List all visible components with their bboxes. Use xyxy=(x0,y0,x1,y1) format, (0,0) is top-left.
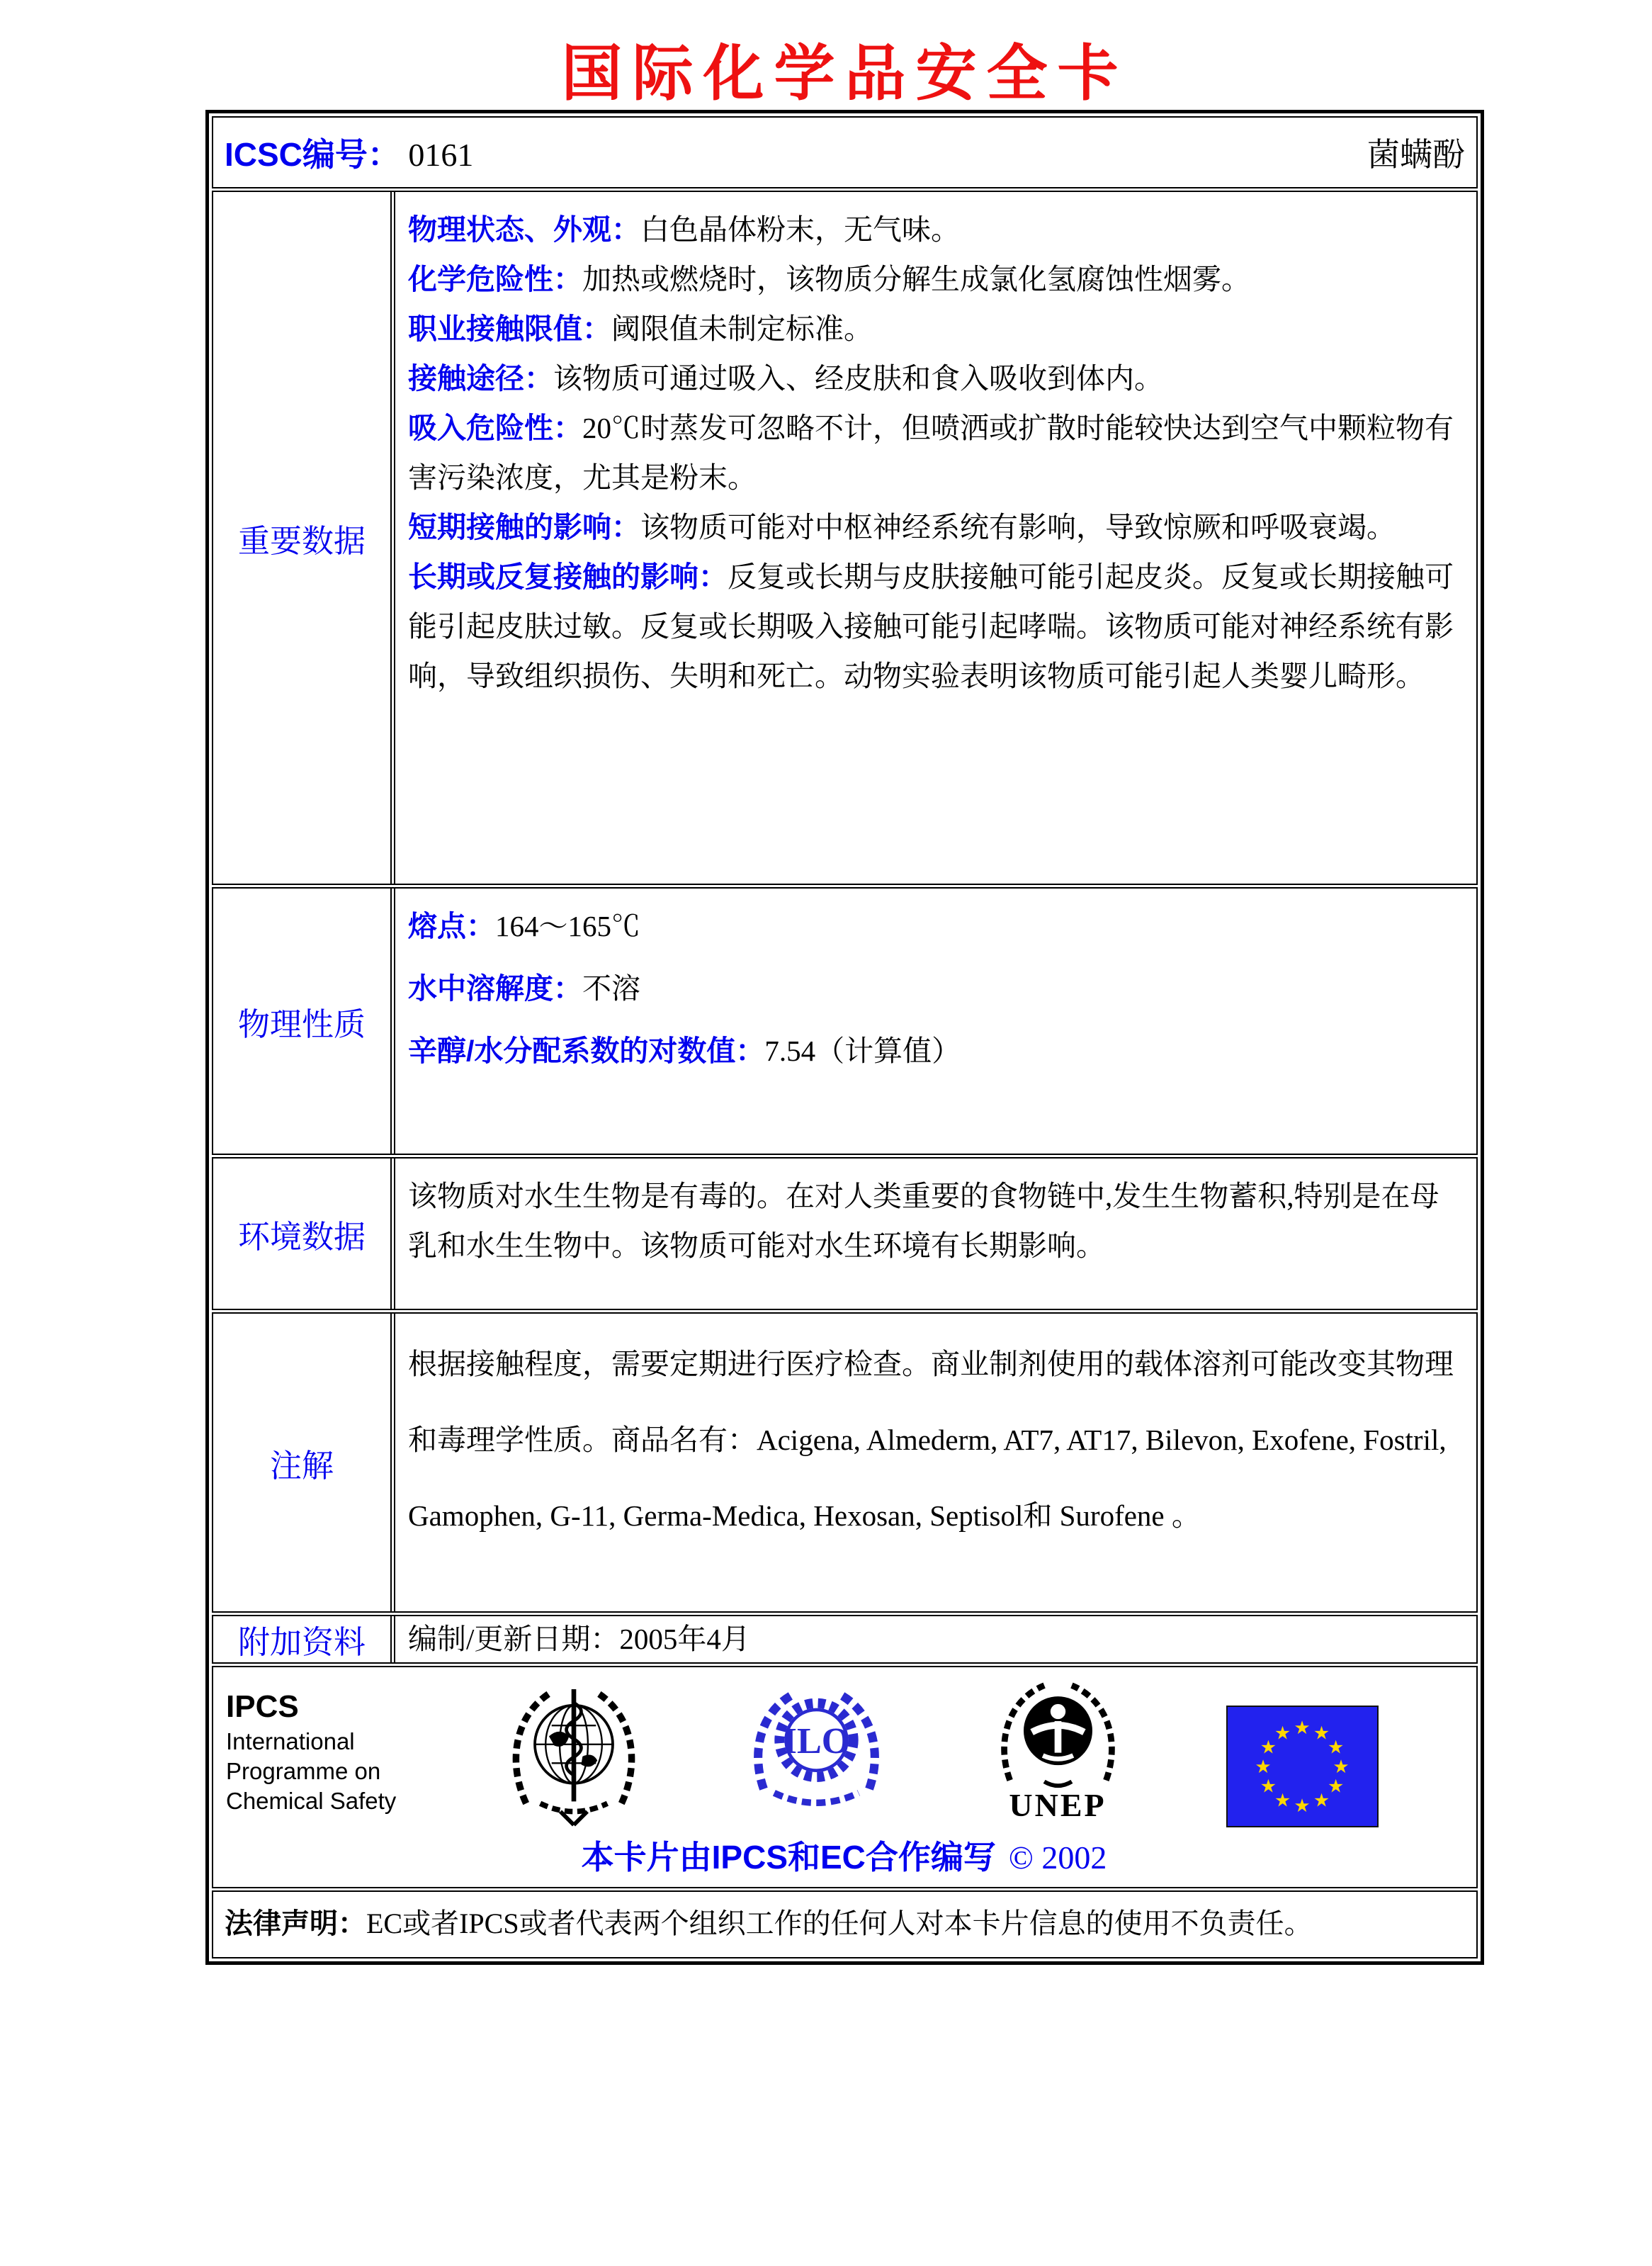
ipcs-title: IPCS xyxy=(226,1689,299,1724)
icsc-number-value: 0161 xyxy=(408,137,474,173)
svg-text:★: ★ xyxy=(1313,1790,1330,1812)
important-item xyxy=(408,254,1466,304)
svg-text:★: ★ xyxy=(1274,1790,1291,1812)
legal-label: 法律声明： xyxy=(225,1908,366,1939)
environmental-data-content xyxy=(394,1159,1476,1309)
item-label: 短期接触的影响： xyxy=(408,511,640,543)
physical-item xyxy=(408,964,1466,1013)
ipcs-line: Programme on xyxy=(226,1758,381,1784)
item-text: 反复或长期与皮肤接触可能引起皮炎。反复或长期接触可能引起皮肤过敏。反复或长期吸入接触可能引起哮喘。该物质可能对神经系统有影响，导致组织损伤、失明和死亡。动物实验表明该物质可能引起人类婴儿畸形。 xyxy=(408,560,1454,692)
additional-info-content xyxy=(394,1616,1476,1662)
ipcs-line: Chemical Safety xyxy=(226,1788,397,1814)
item-label: 职业接触限值： xyxy=(408,312,611,345)
svg-text:★: ★ xyxy=(1327,1737,1345,1759)
item-text: 7.54（计算值） xyxy=(764,1035,961,1067)
unep-logo-text: UNEP xyxy=(1009,1787,1107,1823)
section-label-notes: 注解 xyxy=(213,1314,392,1611)
important-data-row xyxy=(212,191,1478,885)
item-label: 长期或反复接触的影响： xyxy=(408,560,728,593)
legal-text: EC或者IPCS或者代表两个组织工作的任何人对本卡片信息的使用不负责任。 xyxy=(366,1907,1313,1939)
section-label-additional-info: 附加资料 xyxy=(213,1616,392,1662)
important-item xyxy=(408,205,1466,254)
important-item xyxy=(408,403,1466,502)
environmental-data-row xyxy=(212,1157,1478,1310)
item-text: 20℃时蒸发可忽略不计，但喷洒或扩散时能较快达到空气中颗粒物有害污染浓度，尤其是粉末。 xyxy=(408,412,1454,494)
footer-caption xyxy=(226,1832,1462,1881)
icsc-number-group xyxy=(225,129,473,176)
physical-properties-row xyxy=(212,887,1478,1155)
logos-row xyxy=(212,1666,1478,1888)
item-text: 不溶 xyxy=(582,972,640,1005)
svg-text:★: ★ xyxy=(1294,1718,1311,1739)
ilo-logo-icon xyxy=(744,1677,889,1819)
ipcs-line: International xyxy=(226,1728,355,1754)
item-label: 熔点： xyxy=(408,910,495,942)
important-item xyxy=(408,304,1466,354)
physical-item xyxy=(408,1026,1466,1076)
legal-row xyxy=(212,1890,1478,1958)
item-label: 接触途径： xyxy=(408,362,553,395)
svg-text:★: ★ xyxy=(1313,1723,1330,1744)
physical-item xyxy=(408,901,1466,951)
logo-strip xyxy=(226,1677,1462,1832)
eu-flag-stars xyxy=(1228,1707,1377,1826)
caption-text: 本卡片由IPCS和EC合作编写 xyxy=(581,1839,996,1876)
item-text: 加热或燃烧时，该物质分解生成氯化氢腐蚀性烟雾。 xyxy=(582,263,1250,295)
environmental-text: 该物质对水生生物是有毒的。在对人类重要的食物链中,发生生物蓄积,特别是在母乳和水生生物中。该物质可能对水生环境有长期影响。 xyxy=(408,1180,1439,1262)
item-text: 该物质可通过吸入、经皮肤和食入吸收到体内。 xyxy=(553,362,1163,395)
unep-logo-block xyxy=(989,1677,1127,1824)
important-item xyxy=(408,552,1466,701)
section-label-environmental-data: 环境数据 xyxy=(213,1159,392,1309)
header-row xyxy=(212,116,1478,188)
section-label-physical-properties: 物理性质 xyxy=(213,889,392,1154)
physical-properties-content xyxy=(394,889,1476,1154)
eu-flag-icon xyxy=(1226,1706,1379,1827)
who-logo-icon xyxy=(503,1677,645,1832)
caption-copyright: © 2002 xyxy=(1008,1839,1107,1876)
item-text: 白色晶体粉末，无气味。 xyxy=(640,213,960,246)
svg-text:★: ★ xyxy=(1294,1796,1311,1817)
important-item xyxy=(408,502,1466,552)
icsc-number-label: ICSC编号： xyxy=(225,136,400,173)
item-label: 辛醇/水分配系数的对数值： xyxy=(408,1035,765,1067)
additional-info-text: 编制/更新日期：2005年4月 xyxy=(408,1623,750,1655)
important-data-content xyxy=(394,192,1476,884)
notes-row xyxy=(212,1312,1478,1613)
item-text: 164～165℃ xyxy=(495,910,640,942)
section-label-important-data: 重要数据 xyxy=(213,192,392,884)
svg-text:★: ★ xyxy=(1274,1723,1291,1744)
chemical-name: 菌螨酚 xyxy=(1367,137,1465,173)
svg-text:★: ★ xyxy=(1255,1757,1272,1778)
item-text: 该物质可能对中枢神经系统有影响，导致惊厥和呼吸衰竭。 xyxy=(640,511,1396,543)
ipcs-text-block xyxy=(226,1677,403,1816)
important-item xyxy=(408,354,1466,403)
item-label: 吸入危险性： xyxy=(408,412,582,444)
page-title: 国际化学品安全卡 xyxy=(561,40,1128,108)
icsc-card xyxy=(205,110,1484,1965)
unep-logo-icon xyxy=(989,1677,1127,1791)
item-label: 物理状态、外观： xyxy=(408,213,640,246)
ilo-logo-text: ILO xyxy=(782,1721,851,1762)
svg-text:★: ★ xyxy=(1260,1776,1277,1798)
item-text: 阈限值未制定标准。 xyxy=(611,312,873,345)
notes-content xyxy=(394,1314,1476,1611)
additional-info-row xyxy=(212,1615,1478,1664)
svg-text:★: ★ xyxy=(1260,1737,1277,1759)
svg-text:★: ★ xyxy=(1327,1776,1345,1798)
item-label: 化学危险性： xyxy=(408,263,582,295)
svg-text:★: ★ xyxy=(1333,1757,1350,1778)
item-label: 水中溶解度： xyxy=(408,972,582,1005)
notes-text: 根据接触程度，需要定期进行医疗检查。商业制剂使用的载体溶剂可能改变其物理和毒理学性质。商品名有：Acigena, Almederm, AT7, AT17, Bilevon, Exofene, Fostril, Gamophen, G-11, Germa-Medica, Hexosan, Septisol和 Surofene 。 xyxy=(408,1348,1454,1532)
